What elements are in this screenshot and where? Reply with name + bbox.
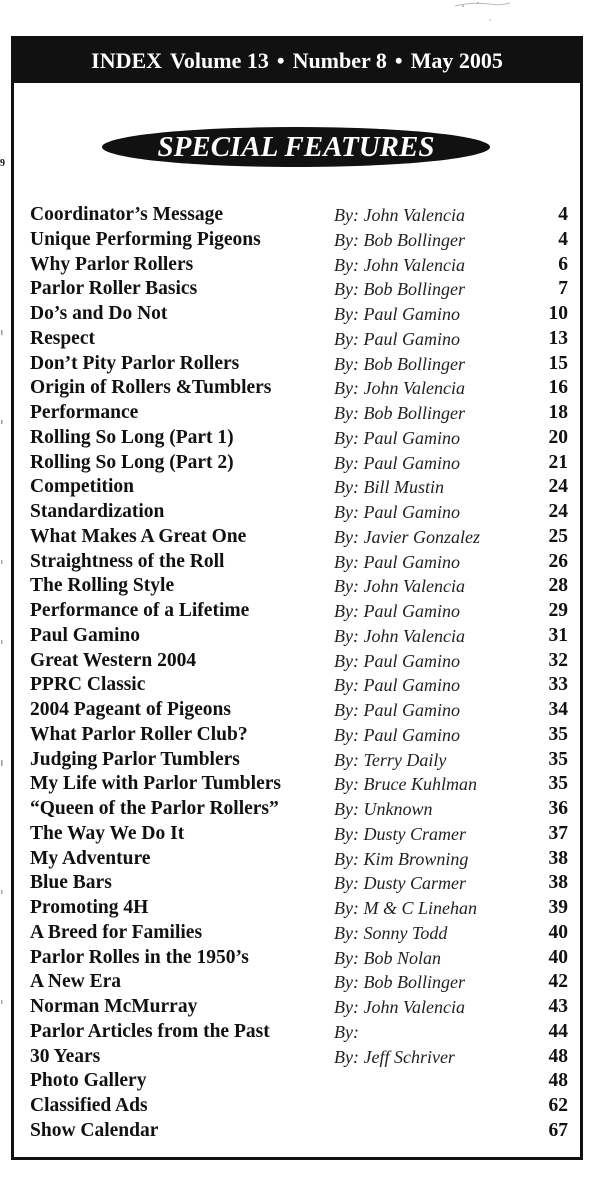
- toc-entry: [30, 228, 570, 253]
- article-title: “Queen of the Parlor Rollers”: [30, 798, 279, 819]
- toc-entry: [30, 500, 570, 525]
- article-author: By: Bob Bollinger: [334, 972, 465, 993]
- article-page-number: 6: [558, 253, 568, 275]
- article-title: Standardization: [30, 501, 165, 522]
- article-page-number: 39: [548, 897, 568, 918]
- article-title: What Parlor Roller Club?: [30, 723, 248, 745]
- toc-entry: [30, 649, 570, 674]
- toc-entry: [30, 921, 570, 946]
- toc-entry: [30, 401, 570, 426]
- article-page-number: 21: [548, 451, 568, 473]
- toc-entry: [30, 1020, 570, 1045]
- toc-entry: [30, 748, 570, 773]
- article-author: By: Bob Nolan: [334, 947, 441, 968]
- article-title: Do’s and Do Not: [30, 303, 168, 324]
- article-author: By: Bill Mustin: [334, 477, 444, 498]
- toc-entry: [30, 426, 570, 451]
- article-author: By: Sonny Todd: [334, 922, 448, 943]
- toc-entry: [30, 970, 570, 995]
- toc-entry: [30, 624, 570, 649]
- toc-entry: [30, 327, 570, 352]
- article-author: By: John Valencia: [334, 576, 465, 597]
- toc-entry: [30, 277, 570, 302]
- article-page-number: 28: [548, 575, 568, 597]
- article-author: By: Bob Bollinger: [334, 353, 465, 374]
- article-title: 2004 Pageant of Pigeons: [30, 699, 231, 720]
- article-title: My Adventure: [30, 847, 151, 869]
- article-page-number: 40: [548, 946, 568, 968]
- toc-entry: [30, 475, 570, 500]
- toc-entry: [30, 1094, 570, 1119]
- article-author: By: Terry Daily: [334, 749, 447, 770]
- article-title: Promoting 4H: [30, 897, 149, 918]
- article-title: Great Western 2004: [30, 649, 197, 671]
- article-page-number: 25: [548, 525, 568, 547]
- toc-entry: [30, 995, 570, 1020]
- article-page-number: 33: [548, 674, 568, 696]
- toc-entry: [30, 525, 570, 550]
- toc-entry: [30, 673, 570, 698]
- article-author: By: Paul Gamino: [334, 650, 460, 671]
- article-page-number: 20: [548, 426, 568, 448]
- article-title: Photo Gallery: [30, 1070, 147, 1092]
- article-page-number: 43: [548, 996, 568, 1017]
- article-author: By: John Valencia: [334, 378, 465, 399]
- article-author: By: Paul Gamino: [334, 452, 460, 473]
- toc-entry: [30, 376, 570, 401]
- article-page-number: 34: [548, 699, 568, 720]
- article-title: Why Parlor Rollers: [30, 253, 194, 275]
- article-author: By: Jeff Schriver: [334, 1046, 455, 1067]
- article-page-number: 29: [548, 600, 568, 621]
- toc-entry: [30, 871, 570, 896]
- article-author: By: Paul Gamino: [334, 724, 460, 745]
- article-author: By: Paul Gamino: [334, 700, 460, 720]
- article-page-number: 35: [548, 748, 568, 770]
- article-page-number: 38: [548, 872, 568, 894]
- date-label: May 2005: [410, 48, 503, 73]
- article-page-number: 48: [548, 1045, 568, 1067]
- article-title: 30 Years: [30, 1045, 101, 1067]
- article-author: By: Bob Bollinger: [334, 279, 465, 300]
- article-author: By: John Valencia: [334, 254, 465, 275]
- toc-entry: [30, 772, 570, 797]
- article-title: Origin of Rollers &Tumblers: [30, 377, 272, 399]
- number-label: Number 8: [292, 48, 387, 73]
- article-author: By: Paul Gamino: [334, 551, 460, 572]
- article-page-number: 13: [548, 327, 568, 349]
- toc-entry: [30, 574, 570, 599]
- toc-entry: [30, 550, 570, 575]
- toc-entry: [30, 451, 570, 476]
- article-title: Parlor Roller Basics: [30, 278, 198, 300]
- table-of-contents: [30, 203, 570, 1144]
- toc-entry: [30, 946, 570, 971]
- article-page-number: 36: [548, 798, 568, 819]
- article-author: By: Bob Bollinger: [334, 229, 465, 250]
- article-author: By: Paul Gamino: [334, 427, 460, 448]
- toc-entry: [30, 822, 570, 847]
- article-page-number: 26: [548, 550, 568, 572]
- article-page-number: 42: [548, 971, 568, 993]
- article-title: Judging Parlor Tumblers: [30, 748, 240, 770]
- article-author: By: John Valencia: [334, 625, 465, 646]
- article-title: Unique Performing Pigeons: [30, 228, 261, 250]
- article-title: Parlor Rolles in the 1950’s: [30, 946, 249, 968]
- article-title: Performance: [30, 402, 139, 423]
- article-author: By: Bob Bollinger: [334, 403, 465, 423]
- article-title: A Breed for Families: [30, 921, 203, 943]
- article-author: By:: [334, 1021, 359, 1042]
- toc-entry: [30, 723, 570, 748]
- article-title: Performance of a Lifetime: [30, 600, 250, 621]
- article-page-number: 38: [548, 847, 568, 869]
- toc-entry: [30, 1069, 570, 1094]
- article-author: By: Bruce Kuhlman: [334, 774, 477, 795]
- article-page-number: 32: [548, 649, 568, 671]
- article-author: By: John Valencia: [334, 205, 465, 225]
- article-page-number: 16: [548, 377, 568, 399]
- article-title: What Makes A Great One: [30, 525, 247, 547]
- article-title: Rolling So Long (Part 2): [30, 451, 234, 473]
- article-author: By: Paul Gamino: [334, 328, 460, 349]
- article-page-number: 44: [548, 1020, 568, 1042]
- article-page-number: 48: [548, 1070, 568, 1092]
- article-page-number: 37: [548, 822, 568, 844]
- article-title: Paul Gamino: [30, 624, 140, 646]
- article-page-number: 24: [548, 501, 568, 522]
- article-page-number: 35: [548, 773, 568, 795]
- toc-entry: [30, 896, 570, 921]
- toc-entry: [30, 1119, 570, 1144]
- index-header: [14, 39, 580, 83]
- article-author: By: Unknown: [334, 799, 433, 819]
- separator-dot: •: [394, 48, 403, 73]
- article-author: By: Paul Gamino: [334, 502, 460, 522]
- article-author: By: John Valencia: [334, 997, 465, 1017]
- toc-entry: [30, 253, 570, 278]
- article-author: By: Dusty Carmer: [334, 873, 466, 894]
- article-author: By: Dusty Cramer: [334, 823, 466, 844]
- article-author: By: Paul Gamino: [334, 675, 460, 696]
- article-page-number: 18: [548, 402, 568, 423]
- article-title: Competition: [30, 476, 134, 498]
- toc-entry: [30, 797, 570, 822]
- article-page-number: 31: [548, 624, 568, 646]
- article-title: A New Era: [30, 971, 121, 993]
- volume-label: Volume 13: [170, 48, 269, 73]
- article-page-number: 24: [548, 476, 568, 498]
- article-title: Parlor Articles from the Past: [30, 1020, 270, 1042]
- article-author: By: M & C Linehan: [334, 898, 477, 918]
- article-title: Straightness of the Roll: [30, 550, 225, 572]
- article-title: Don’t Pity Parlor Rollers: [30, 352, 240, 374]
- article-page-number: 7: [558, 278, 568, 300]
- index-label: INDEX: [91, 48, 163, 73]
- article-title: Respect: [30, 327, 95, 349]
- separator-dot: •: [276, 48, 285, 73]
- article-author: By: Javier Gonzalez: [334, 526, 480, 547]
- toc-entry: [30, 599, 570, 624]
- margin-page-mark: 9: [0, 158, 5, 169]
- article-page-number: 40: [548, 921, 568, 943]
- article-page-number: 67: [548, 1119, 568, 1141]
- index-page: [11, 36, 583, 1160]
- article-page-number: 15: [548, 352, 568, 374]
- toc-entry: [30, 203, 570, 228]
- article-page-number: 35: [548, 723, 568, 745]
- toc-entry: [30, 698, 570, 723]
- article-page-number: 10: [548, 303, 568, 324]
- article-page-number: 4: [558, 228, 568, 250]
- article-title: Classified Ads: [30, 1095, 148, 1116]
- article-title: Show Calendar: [30, 1119, 159, 1141]
- article-author: By: Paul Gamino: [334, 601, 460, 621]
- toc-entry: [30, 302, 570, 327]
- section-title: SPECIAL FEATURES: [102, 127, 490, 167]
- article-title: The Way We Do It: [30, 822, 185, 844]
- toc-entry: [30, 1045, 570, 1070]
- toc-entry: [30, 352, 570, 377]
- article-title: Norman McMurray: [30, 996, 198, 1017]
- article-title: The Rolling Style: [30, 575, 175, 597]
- article-page-number: 4: [558, 204, 568, 225]
- article-author: By: Paul Gamino: [334, 304, 460, 324]
- article-author: By: Kim Browning: [334, 848, 469, 869]
- article-title: Coordinator’s Message: [30, 204, 223, 225]
- article-title: PPRC Classic: [30, 674, 146, 696]
- toc-entry: [30, 847, 570, 872]
- article-page-number: 62: [548, 1095, 568, 1116]
- article-title: Blue Bars: [30, 872, 112, 894]
- article-title: Rolling So Long (Part 1): [30, 426, 234, 448]
- article-title: My Life with Parlor Tumblers: [30, 773, 281, 795]
